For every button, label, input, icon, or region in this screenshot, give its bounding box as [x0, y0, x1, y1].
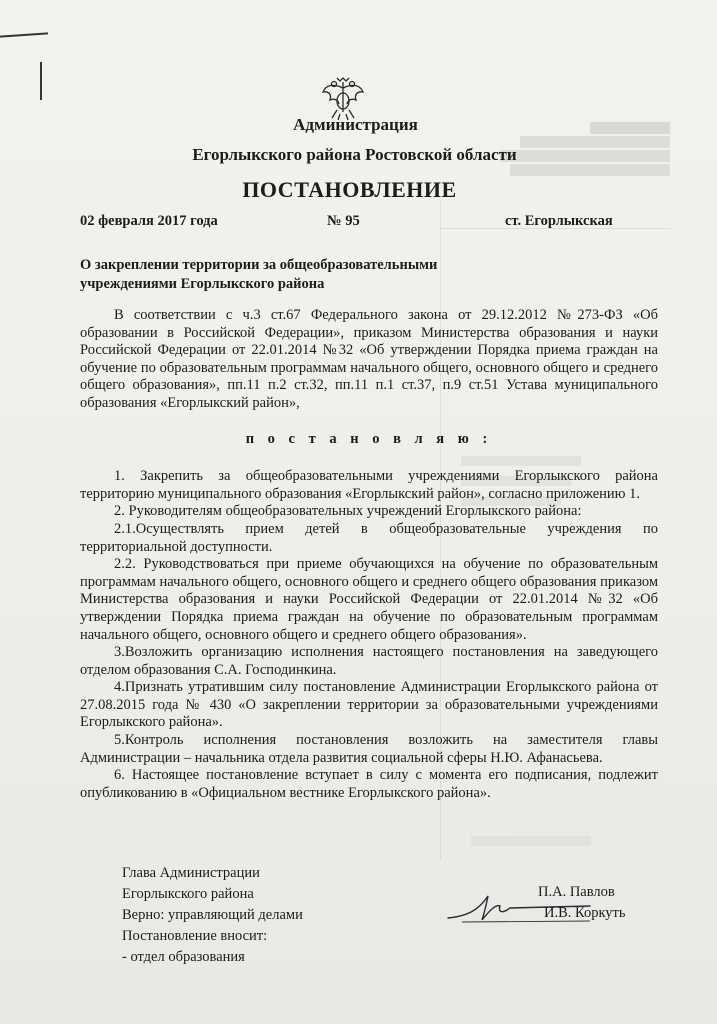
preamble-paragraph: В соответствии с ч.3 ст.67 Федерального закона от 29.12.2012 №273-ФЗ «Об образовании в Российской Федерации», приказом Министерства образования и науки Российской Федерации от 22.01.2014 №32 «Об утверждении Порядка приема граждан на обучение по образовательным программам начального общего, основного общего и среднего общего образования», пп.11 п.2 ст.32, пп.11 п.1 ст.37, п.9 ст.51 Устава муниципального образования «Егорлыкский район»,	[80, 307, 658, 411]
item-5-paragraph: 5.Контроль исполнения постановления возложить на заместителя главы Администрации – начальника отдела развития социальной сферы Н.Ю. Афанасьева.	[80, 732, 658, 766]
decree-word: п о с т а н о в л я ю :	[245, 430, 493, 447]
document-date: 02 февраля 2017 года	[80, 213, 218, 229]
subject-line-2: учреждениями Егорлыкского района	[80, 276, 325, 292]
document-type-title: ПОСТАНОВЛЕНИЕ	[242, 177, 457, 202]
verified-name: И.В. Коркуть	[544, 905, 626, 921]
head-title-line-1: Глава Администрации	[122, 865, 260, 881]
submitted-label: Постановление вносит:	[122, 928, 268, 944]
item-2-1-paragraph: 2.1.Осуществлять прием детей в общеобразовательные учреждения по территориальной доступности.	[80, 520, 658, 555]
item-4-paragraph: 4.Признать утратившим силу постановление Администрации Егорлыкского района от 27.08.2015 года № 430 «О закреплении территории за образовательными учреждениями Егорлыкского района».	[80, 679, 658, 731]
scan-artifact-mark	[40, 62, 42, 100]
item-2-2-paragraph: 2.2. Руководствоваться при приеме обучающихся на обучение по образовательным программам начального общего, основного общего и среднего общего образования приказом Министерства образования и науки Российской Федерации от 22.01.2014 №32 «Об утверждении Порядка приема граждан на обучение по образовательным программам начального общего, основного общего и среднего общего образования».	[80, 556, 658, 643]
head-name: П.А. Павлов	[538, 884, 615, 900]
organization-region: Егорлыкского района Ростовской области	[192, 145, 517, 164]
document-body	[80, 307, 658, 802]
item-1-paragraph: 1. Закрепить за общеобразовательными учреждениями Егорлыкского района территорию муниципального образования «Егорлыкский район», согласно приложению 1.	[80, 468, 658, 502]
item-2-paragraph: 2. Руководителям общеобразовательных учреждений Егорлыкского района:	[114, 503, 582, 520]
document-subject	[80, 256, 500, 294]
document-number: № 95	[327, 213, 360, 229]
item-3-paragraph: 3.Возложить организацию исполнения настоящего постановления на заведующего отделом образования С.А. Господинкина.	[80, 644, 658, 678]
signature-block	[122, 863, 303, 968]
subject-line-1: О закреплении территории за общеобразовательными	[80, 257, 438, 273]
head-title-line-2: Егорлыкского района	[122, 886, 254, 902]
scan-artifact-line	[0, 32, 48, 37]
handwritten-signature-icon	[440, 888, 600, 928]
organization-name: Администрация	[293, 115, 418, 134]
submitted-by: - отдел образования	[122, 949, 245, 965]
document-place: ст. Егорлыкская	[505, 213, 613, 229]
verified-label: Верно: управляющий делами	[122, 907, 303, 923]
item-6-paragraph: 6. Настоящее постановление вступает в силу с момента его подписания, подлежит опубликованию в «Официальном вестнике Егорлыкского района».	[80, 767, 658, 801]
